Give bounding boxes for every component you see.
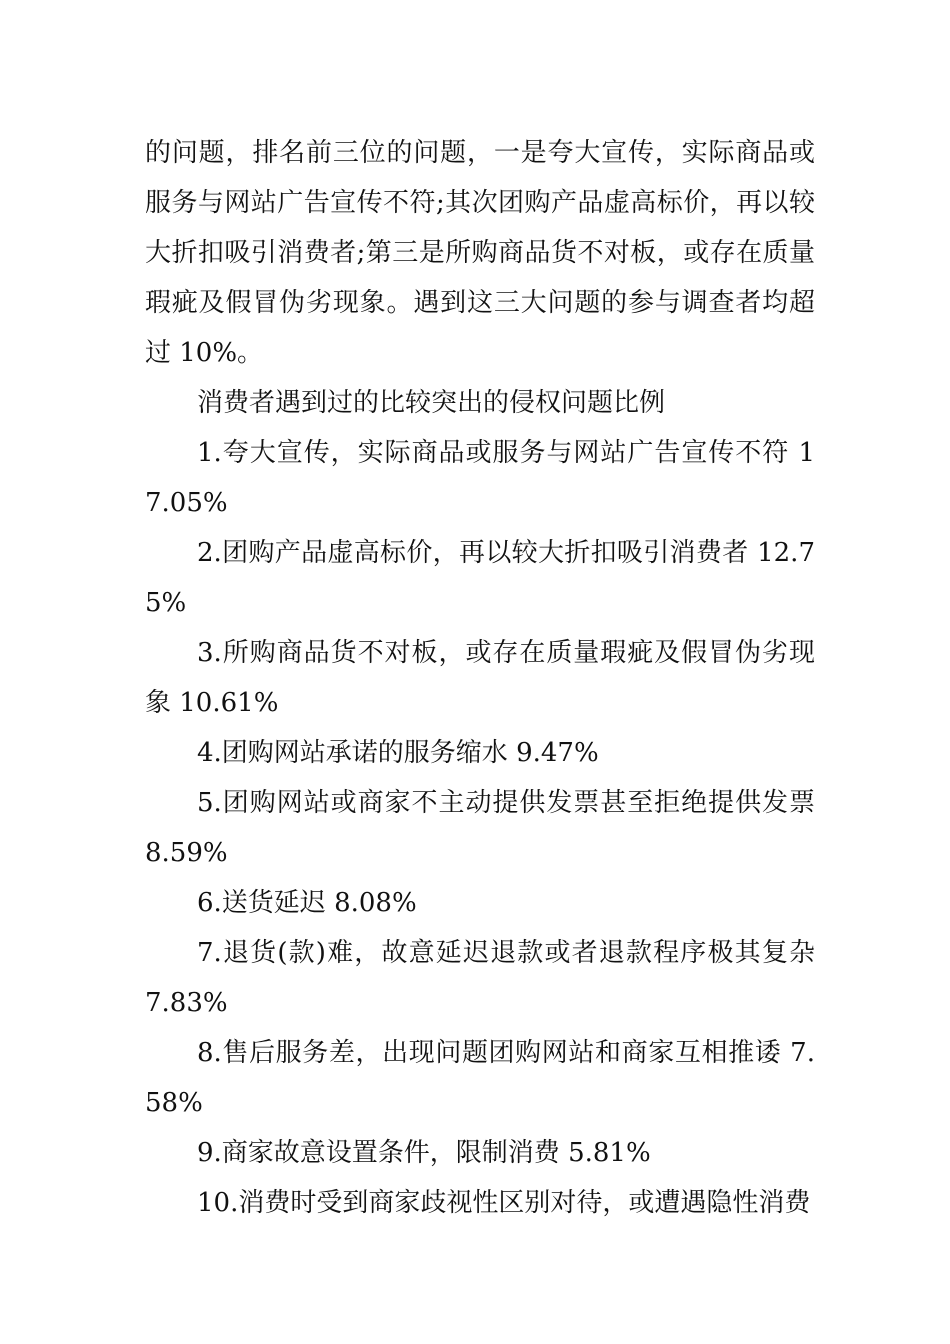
- list-heading: 消费者遇到过的比较突出的侵权问题比例: [197, 388, 666, 418]
- list-item-10: 10.消费时受到商家歧视性区别对待，或遭遇隐性消费: [197, 1188, 811, 1218]
- list-item-9: 9.商家故意设置条件，限制消费 5.81%: [197, 1138, 651, 1168]
- list-item-4: 4.团购网站承诺的服务缩水 9.47%: [197, 738, 599, 768]
- list-item-1: 1.夸大宣传，实际商品或服务与网站广告宣传不符 17.05%: [145, 438, 815, 518]
- list-item-2: 2.团购产品虚高标价，再以较大折扣吸引消费者 12.75%: [145, 538, 815, 618]
- document-body: [145, 128, 815, 1228]
- list-item-5: 5.团购网站或商家不主动提供发票甚至拒绝提供发票 8.59%: [145, 788, 815, 868]
- list-item-6: 6.送货延迟 8.08%: [197, 888, 417, 918]
- intro-paragraph: 的问题，排名前三位的问题，一是夸大宣传，实际商品或服务与网站广告宣传不符;其次团购产品虚高标价，再以较大折扣吸引消费者;第三是所购商品货不对板，或存在质量瑕疵及假冒伪劣现象。遇到这三大问题的参与调查者均超过 10%。: [145, 138, 815, 368]
- list-item-3: 3.所购商品货不对板，或存在质量瑕疵及假冒伪劣现象 10.61%: [145, 638, 815, 718]
- list-item-7: 7.退货(款)难，故意延迟退款或者退款程序极其复杂 7.83%: [145, 938, 815, 1018]
- list-item-8: 8.售后服务差，出现问题团购网站和商家互相推诿 7.58%: [145, 1038, 815, 1118]
